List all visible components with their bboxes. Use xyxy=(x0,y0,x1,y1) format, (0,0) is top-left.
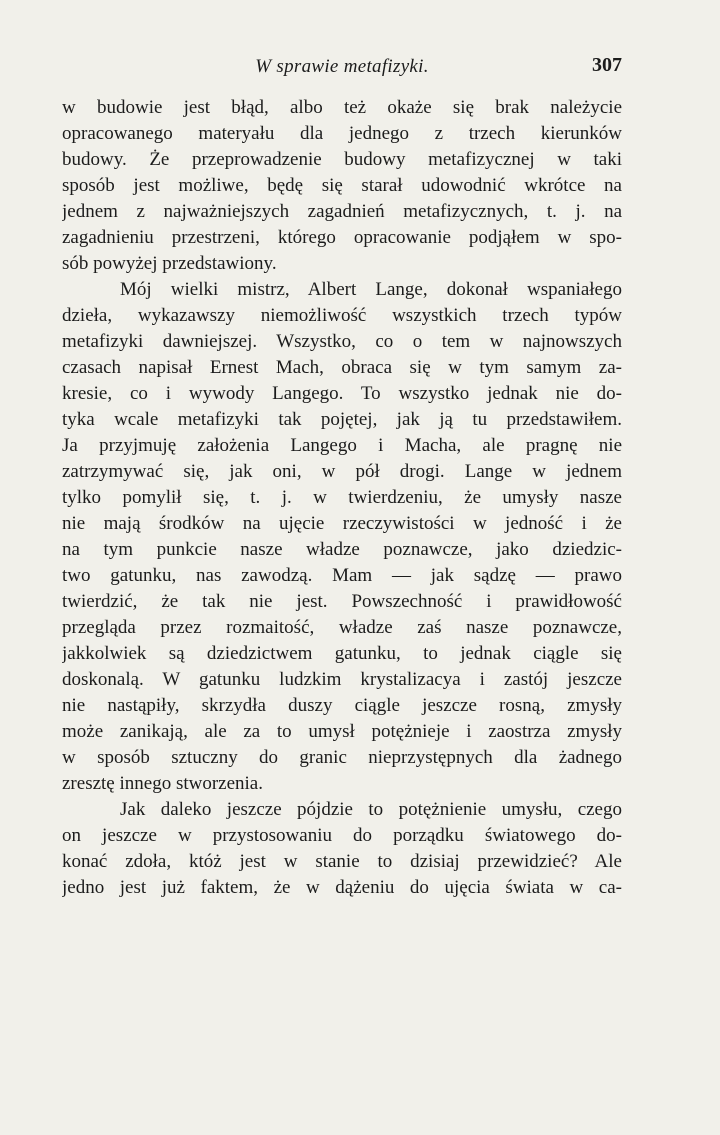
text-line: doskonalą. W gatunku ludzkim krystalizacya i zastój jeszcze xyxy=(62,669,622,690)
text-line: w budowie jest błąd, albo też okaże się brak należycie xyxy=(62,97,622,118)
text-line: kresie, co i wywody Langego. To wszystko jednak nie do- xyxy=(62,383,622,404)
text-line: sposób jest możliwe, będę się starał udowodnić wkrótce na xyxy=(62,175,622,196)
text-line: nie mają środków na ujęcie rzeczywistości w jedność i że xyxy=(62,513,622,534)
text-line: Mój wielki mistrz, Albert Lange, dokonał wspaniałego xyxy=(120,279,622,300)
text-line: zresztę innego stworzenia. xyxy=(62,773,263,794)
text-line: metafizyki dawniejszej. Wszystko, co o tem w najnowszych xyxy=(62,331,622,352)
body-text xyxy=(62,95,622,901)
text-line: konać zdoła, któż jest w stanie to dzisiaj przewidzieć? Ale xyxy=(62,851,622,872)
paragraph xyxy=(62,797,622,901)
text-line: jednem z najważniejszych zagadnień metafizycznych, t. j. na xyxy=(62,201,622,222)
running-title: W sprawie metafizyki. xyxy=(255,56,429,77)
text-line: przegląda przez rozmaitość, władze zaś nasze poznawcze, xyxy=(62,617,622,638)
text-line: jakkolwiek są dziedzictwem gatunku, to jednak ciągle się xyxy=(62,643,622,664)
text-line: na tym punkcie nasze władze poznawcze, jako dziedzic- xyxy=(62,539,622,560)
text-line: w sposób sztuczny do granic nieprzystępnych dla żadnego xyxy=(62,747,622,768)
paragraph xyxy=(62,95,622,277)
text-line: tyka wcale metafizyki tak pojętej, jak ją tu przedstawiłem. xyxy=(62,409,622,430)
text-line: nie nastąpiły, skrzydła duszy ciągle jeszcze rosną, zmysły xyxy=(62,695,622,716)
text-line: Jak daleko jeszcze pójdzie to potężnienie umysłu, czego xyxy=(120,799,622,820)
text-line: sób powyżej przedstawiony. xyxy=(62,253,277,274)
text-line: tylko pomylił się, t. j. w twierdzeniu, że umysły nasze xyxy=(62,487,622,508)
text-line: on jeszcze w przystosowaniu do porządku światowego do- xyxy=(62,825,622,846)
text-line: dzieła, wykazawszy niemożliwość wszystkich trzech typów xyxy=(62,305,622,326)
text-line: zagadnieniu przestrzeni, którego opracowanie podjąłem w spo- xyxy=(62,227,622,248)
text-line: two gatunku, nas zawodzą. Mam — jak sądzę — prawo xyxy=(62,565,622,586)
text-line: czasach napisał Ernest Mach, obraca się w tym samym za- xyxy=(62,357,622,378)
text-line: opracowanego materyału dla jednego z trzech kierunków xyxy=(62,123,622,144)
text-line: budowy. Że przeprowadzenie budowy metafizycznej w taki xyxy=(62,149,622,170)
text-line: zatrzymywać się, jak oni, w pół drogi. Lange w jednem xyxy=(62,461,622,482)
text-line: jedno jest już faktem, że w dążeniu do ujęcia świata w ca- xyxy=(62,877,622,898)
page-number: 307 xyxy=(592,54,622,76)
text-line: Ja przyjmuję założenia Langego i Macha, ale pragnę nie xyxy=(62,435,622,456)
text-line: może zanikają, ale za to umysł potężnieje i zaostrza zmysły xyxy=(62,721,622,742)
paragraph xyxy=(62,277,622,797)
text-line: twierdzić, że tak nie jest. Powszechność i prawidłowość xyxy=(62,591,622,612)
page-header xyxy=(62,50,622,84)
